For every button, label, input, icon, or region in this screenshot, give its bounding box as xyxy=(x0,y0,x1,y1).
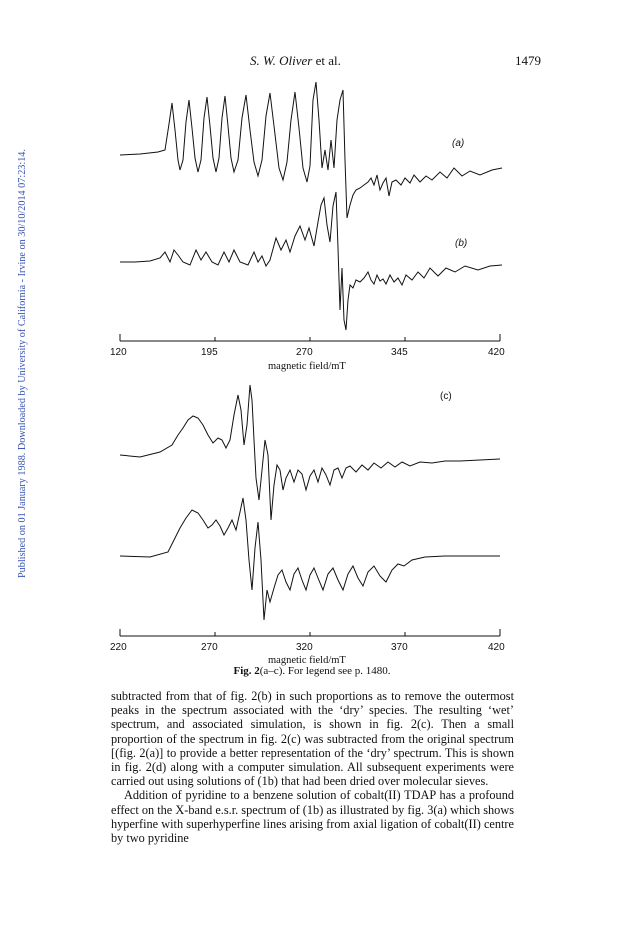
top-tick-label-420: 420 xyxy=(488,347,505,358)
figure-caption-text: (a–c). For legend see p. 1480. xyxy=(259,665,391,677)
spectrum-a-trace xyxy=(120,82,502,218)
author-name: S. W. Oliver xyxy=(250,53,313,68)
panel-b-label: (b) xyxy=(455,238,468,249)
bottom-tick-label-320: 320 xyxy=(296,642,313,653)
spectrum-c-simulation-trace xyxy=(120,498,500,620)
top-tick-label-345: 345 xyxy=(391,347,408,358)
bottom-tick-label-370: 370 xyxy=(391,642,408,653)
download-watermark-text: Published on 01 January 1988. Downloaded by University of California - Irvine on 30/10/2014 07:23:14. xyxy=(17,149,28,578)
top-tick-label-195: 195 xyxy=(201,347,218,358)
running-head xyxy=(0,53,624,69)
page-number: 1479 xyxy=(515,53,541,68)
body-paragraph-2: Addition of pyridine to a benzene solution of cobalt(II) TDAP has a profound effect on the X-band e.s.r. spectrum of (1b) as illustrated by fig. 3(a) which shows hyperfine with superhyperfine lines arising from axial ligation of cobalt(II) centre by two pyridine xyxy=(111,788,514,846)
bottom-axis-label: magnetic field/mT xyxy=(268,655,346,666)
body-text xyxy=(111,689,514,845)
figure-caption-number: Fig. 2 xyxy=(233,665,260,677)
figure-2 xyxy=(0,70,624,665)
top-tick-label-120: 120 xyxy=(110,347,127,358)
figure-caption xyxy=(0,665,624,677)
bottom-tick-label-420: 420 xyxy=(488,642,505,653)
bottom-tick-label-270: 270 xyxy=(201,642,218,653)
panel-a-label: (a) xyxy=(452,138,465,149)
bottom-tick-label-220: 220 xyxy=(110,642,127,653)
panel-c-label: (c) xyxy=(440,391,452,402)
top-tick-label-270: 270 xyxy=(296,347,313,358)
spectrum-b-trace xyxy=(120,192,502,330)
et-al: et al. xyxy=(312,53,341,68)
top-figure xyxy=(120,82,502,341)
spectrum-c-experimental-trace xyxy=(120,385,500,520)
running-head-authors xyxy=(250,53,341,69)
top-axis-label: magnetic field/mT xyxy=(268,361,346,372)
bottom-figure xyxy=(120,385,500,636)
body-paragraph-1: subtracted from that of fig. 2(b) in such proportions as to remove the outermost peaks in the spectrum associated with the ‘dry’ species. The resulting ‘wet’ spectrum, and associated simulation, is shown in fig. 2(c). Then a small proportion of the spectrum in fig. 2(c) was subtracted from the original spectrum [(fig. 2(a)] to provide a better representation of the ‘dry’ spectrum. This is shown in fig. 2(d) along with a computer simulation. All subsequent experiments were carried out using solutions of (1b) that had been dried over molecular sieves. xyxy=(111,689,514,789)
